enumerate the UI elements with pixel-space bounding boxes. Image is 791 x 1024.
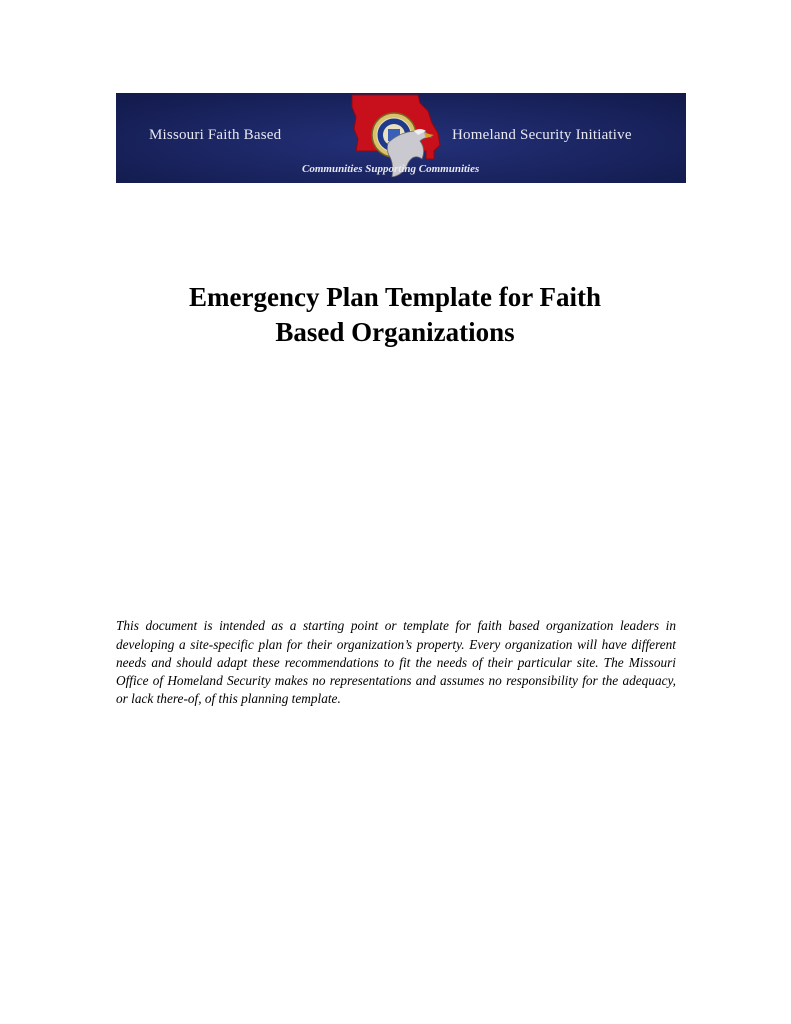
banner-left-text: Missouri Faith Based: [149, 127, 282, 143]
disclaimer-paragraph: This document is intended as a starting point or template for faith based organization leaders in developing a site-specific plan for their organization’s property. Every organization will have different needs and should adapt these recommendations to fit the needs of their particular site. The Missouri Office of Homeland Security makes no representations and assumes no responsibility for the adequacy, or lack there-of, of this planning template.: [116, 618, 676, 707]
banner-right-text: Homeland Security Initiative: [452, 127, 632, 143]
banner-tagline: Communities Supporting Communities: [302, 163, 480, 175]
document-title-line-1: Emergency Plan Template for Faith: [189, 282, 601, 312]
document-title: [120, 280, 670, 350]
document-title-line-2: Based Organizations: [275, 317, 515, 347]
header-banner: [116, 93, 686, 183]
